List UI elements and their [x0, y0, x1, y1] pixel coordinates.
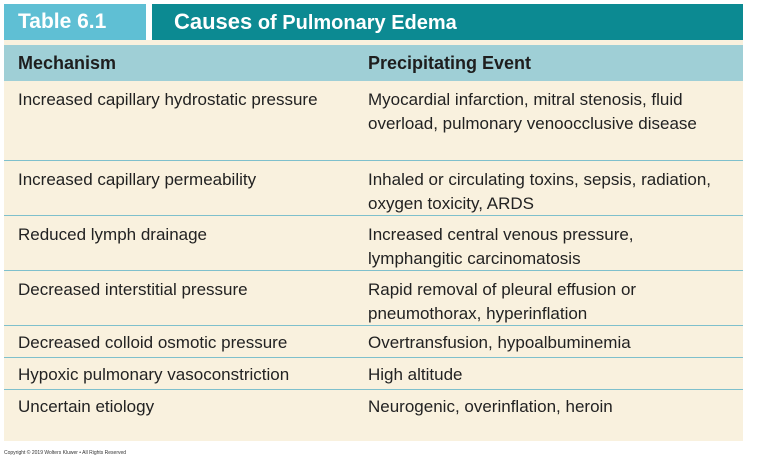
event-cell: Inhaled or circulating toxins, sepsis, radiation, oxygen toxicity, ARDS: [368, 170, 712, 213]
mechanism-cell: Reduced lymph drainage: [18, 225, 208, 244]
mechanism-cell: Increased capillary permeability: [18, 170, 257, 189]
mechanism-cell: Uncertain etiology: [18, 397, 155, 416]
table-row: [4, 81, 743, 160]
table-row: [4, 389, 743, 441]
table-row: [4, 325, 743, 357]
table-title-lead: Causes: [174, 9, 253, 34]
column-header-mechanism: Mechanism: [18, 53, 117, 73]
mechanism-cell: Hypoxic pulmonary vasoconstriction: [18, 365, 290, 384]
causes-table: [4, 4, 743, 441]
table-title: [174, 4, 457, 40]
table-row: [4, 357, 743, 389]
mechanism-cell: Decreased interstitial pressure: [18, 280, 248, 299]
event-cell: Rapid removal of pleural effusion or pneumothorax, hyperinflation: [368, 280, 637, 323]
title-banner: [4, 4, 743, 40]
table-row: [4, 160, 743, 215]
mechanism-cell: Decreased colloid osmotic pressure: [18, 333, 288, 352]
table-row: [4, 215, 743, 270]
column-header-row: [4, 45, 743, 81]
table-title-rest: of Pulmonary Edema: [252, 12, 457, 34]
event-cell: Increased central venous pressure, lymphangitic carcinomatosis: [368, 225, 634, 268]
event-cell: Overtransfusion, hypoalbuminemia: [368, 333, 631, 352]
copyright-notice: Copyright © 2019 Wolters Kluwer • All Rights Reserved: [4, 450, 127, 456]
mechanism-cell: Increased capillary hydrostatic pressure: [18, 90, 318, 109]
table-number: Table 6.1: [4, 4, 146, 40]
event-cell: Myocardial infarction, mitral stenosis, fluid overload, pulmonary venoocclusive disease: [368, 90, 697, 133]
event-cell: High altitude: [368, 365, 463, 384]
event-cell: Neurogenic, overinflation, heroin: [368, 397, 613, 416]
banner-divider: [146, 4, 152, 40]
table-row: [4, 270, 743, 325]
column-header-precipitating-event: Precipitating Event: [368, 53, 532, 73]
